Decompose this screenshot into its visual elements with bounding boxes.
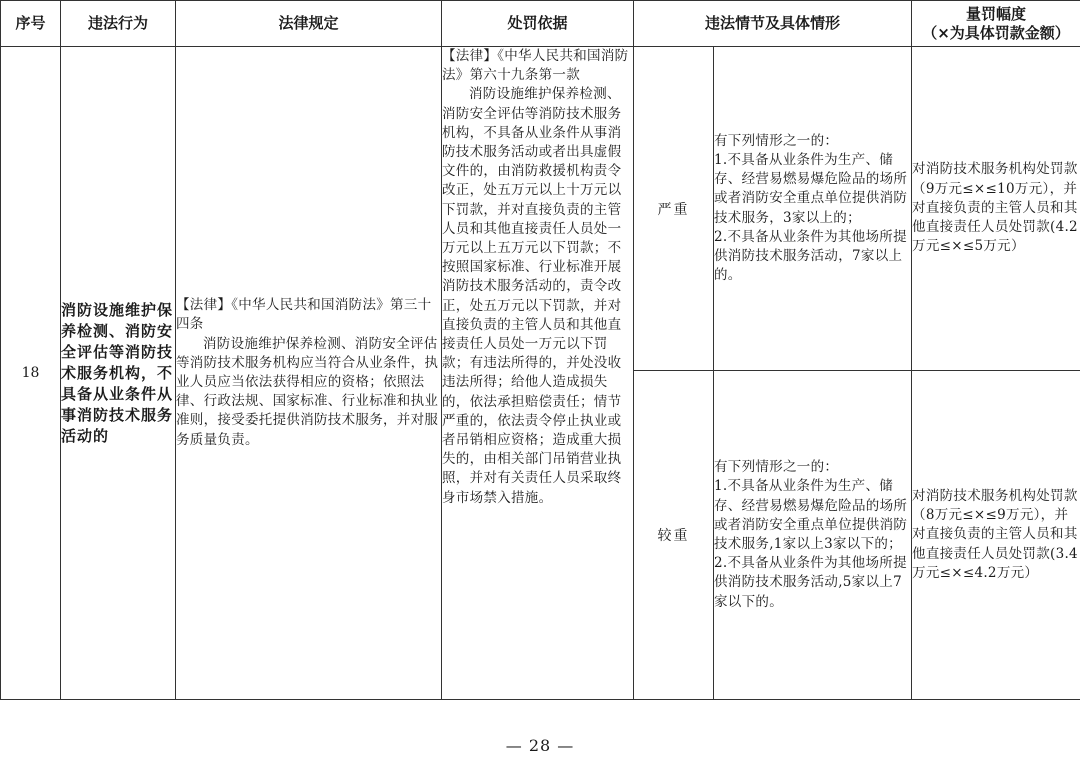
cond-serious-2: 2.不具备从业条件为其他场所提供消防技术服务活动,5家以上7家以下的。 [714, 555, 907, 610]
header-index: 序号 [1, 1, 61, 47]
header-basis: 处罚依据 [442, 1, 634, 47]
cond-serious-1: 1.不具备从业条件为生产、储存、经营易燃易爆危险品的场所或者消防安全重点单位提供消防技术服务,1家以上3家以下的； [714, 478, 908, 552]
header-law: 法律规定 [176, 1, 442, 47]
header-violation: 违法行为 [61, 1, 176, 47]
amount-serious: 对消防技术服务机构处罚款（8万元≤×≤9万元），并对直接负责的主管人员和其他直接责任人员处罚款(3.4万元≤×≤4.2万元） [912, 371, 1080, 700]
cond-serious-intro: 有下列情形之一的： [714, 459, 839, 476]
basis-text: 消防设施维护保养检测、消防安全评估等消防技术服务机构，不具备从业条件从事消防技术服务活动或者出具虚假文件的，由消防救援机构责令改正，处五万元以上十万元以下罚款，并对直接负责的主管人员和其他直接责任人员处一万元以上五万元以下罚款；不按照国家标准、行业标准开展消防技术服务活动的，责令改正，处五万元以下罚款，并对直接负责的主管人员和其他直接责任人员处一万元以下罚款；有违法所得的，并处没收违法所得；给他人造成损失的，依法承担赔偿责任；情节严重的，依法责令停止执业或者吊销相应资格；造成重大损失的，由相关部门吊销营业执照，并对有关责任人员采取终身市场禁入措施。 [442, 86, 622, 506]
cond-severe-2: 2.不具备从业条件为其他场所提供消防技术服务活动，7家以上的。 [714, 228, 907, 284]
cond-severe [714, 47, 912, 371]
row-violation: 消防设施维护保养检测、消防安全评估等消防技术服务机构，不具备从业条件从事消防技术服务活动的 [61, 47, 176, 700]
row-index: 18 [1, 47, 61, 700]
cond-severe-1: 1.不具备从业条件为生产、储存、经营易燃易爆危险品的场所或者消防安全重点单位提供消防技术服务，3家以上的； [714, 151, 908, 226]
basis-ref: 【法律】《中华人民共和国消防法》第六十九条第一款 [442, 48, 629, 84]
law-ref: 【法律】《中华人民共和国消防法》第三十四条 [176, 297, 432, 333]
row-basis [442, 47, 634, 700]
header-range-note: （×为具体罚款金额） [922, 23, 1070, 42]
page-number: — 28 — [505, 736, 575, 755]
header-range [912, 1, 1080, 47]
level-severe: 严重 [634, 47, 714, 371]
table-row [1, 47, 1080, 371]
law-text: 消防设施维护保养检测、消防安全评估等消防技术服务机构应当符合从业条件，执业人员应当依法获得相应的资格；依照法律、行政法规、国家标准、行业标准和执业准则，接受委托提供消防技术服务，并对服务质量负责。 [176, 335, 439, 448]
row-law [176, 47, 442, 700]
level-serious: 较重 [634, 371, 714, 700]
header-circumstances: 违法情节及具体情形 [634, 1, 912, 47]
header-row [1, 1, 1080, 47]
amount-severe: 对消防技术服务机构处罚款（9万元≤×≤10万元），并对直接负责的主管人员和其他直接责任人员处罚款(4.2万元≤×≤5万元） [912, 47, 1080, 371]
cond-severe-intro: 有下列情形之一的： [714, 132, 839, 149]
header-range-title: 量罚幅度 [966, 4, 1027, 23]
cond-serious [714, 371, 912, 700]
